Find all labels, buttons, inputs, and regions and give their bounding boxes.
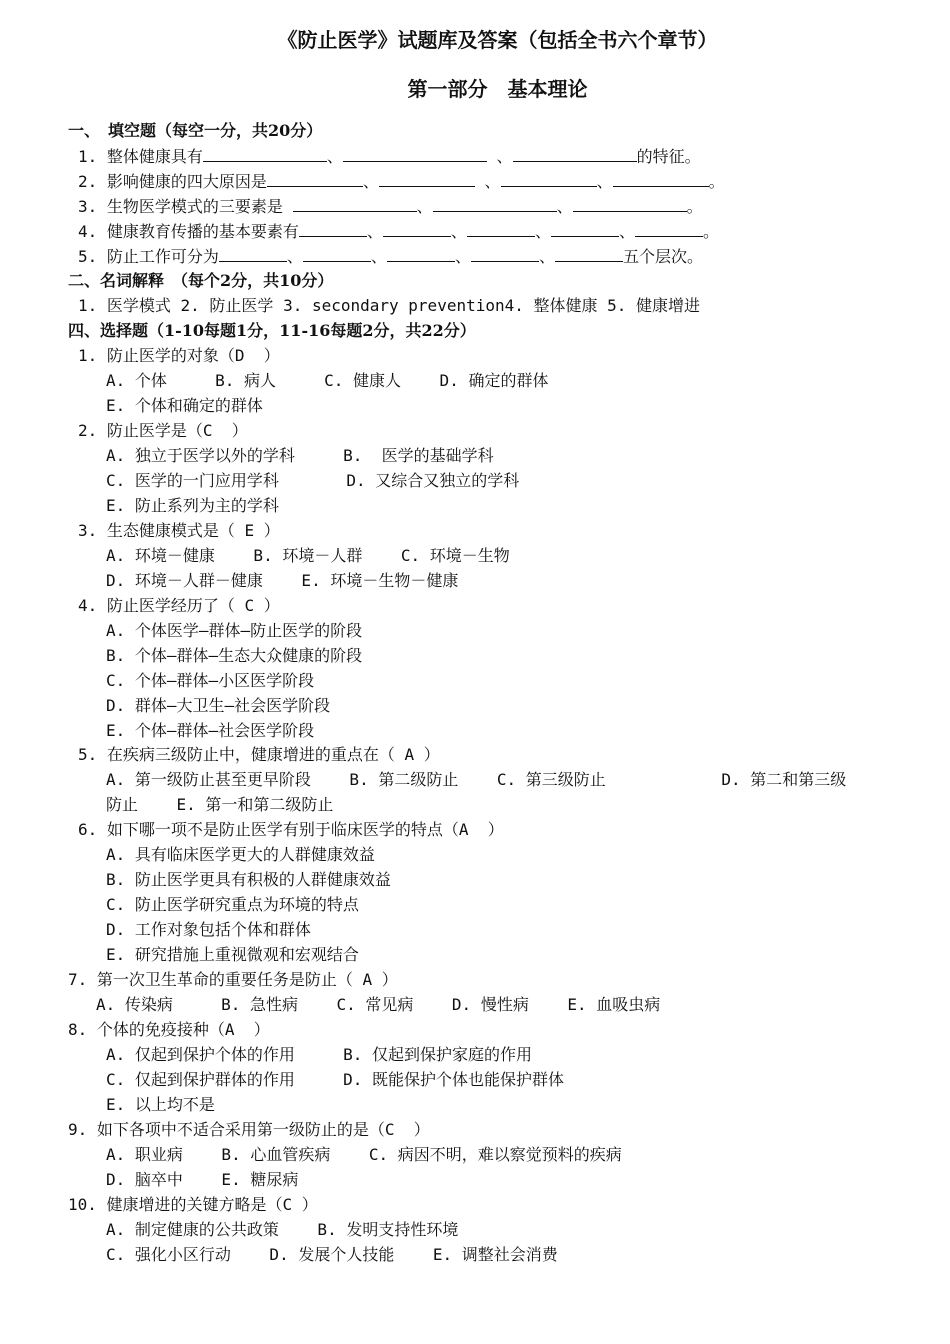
question-5: 5. 在疾病三级防止中，健康增进的重点在（ A ） [78, 745, 440, 764]
question-8-options: C. 仅起到保护群体的作用 D. 既能保护个体也能保护群体 [106, 1070, 564, 1089]
question-4-options: B. 个体—群体—生态大众健康的阶段 [106, 646, 363, 665]
terms-line: 1. 医学模式 2. 防止医学 3. secondary prevention4. 整体健康 5. 健康增进 [78, 296, 701, 315]
question-6-options: B. 防止医学更具有积极的人群健康效益 [106, 870, 391, 889]
question-3-options: A. 环境－健康 B. 环境－人群 C. 环境－生物 [106, 546, 510, 565]
question-9: 9. 如下各项中不适合采用第一级防止的是（C ） [68, 1120, 430, 1139]
question-6-options: D. 工作对象包括个体和群体 [106, 920, 311, 939]
question-2: 2. 防止医学是（C ） [78, 421, 248, 440]
question-6-options: C. 防止医学研究重点为环境的特点 [106, 895, 359, 914]
question-6: 6. 如下哪一项不是防止医学有别于临床医学的特点（A ） [78, 820, 504, 839]
question-5-options: A. 第一级防止甚至更早阶段 B. 第二级防止 C. 第三级防止 D. 第二和第三级 [106, 770, 847, 789]
section-choice-heading: 四、选择题（1-10每题1分，11-16每题2分，共22分） [68, 321, 476, 340]
question-3: 3. 生态健康模式是（ E ） [78, 521, 280, 540]
question-4: 4. 防止医学经历了（ C ） [78, 596, 280, 615]
question-6-options: A. 具有临床医学更大的人群健康效益 [106, 845, 375, 864]
section-terms-heading: 二、名词解释 （每个2分，共10分） [68, 271, 334, 290]
question-8-options: A. 仅起到保护个体的作用 B. 仅起到保护家庭的作用 [106, 1045, 532, 1064]
question-2-options: C. 医学的一门应用学科 D. 又综合又独立的学科 [106, 471, 520, 490]
question-7: 7. 第一次卫生革命的重要任务是防止（ A ） [68, 970, 398, 989]
question-8-options: E. 以上均不是 [106, 1095, 215, 1114]
question-10-options: C. 强化小区行动 D. 发展个人技能 E. 调整社会消费 [106, 1245, 558, 1264]
fill-blank-question-5: 5. 防止工作可分为 、 、 、 、 五个层次。 [78, 247, 703, 266]
question-9-options: D. 脑卒中 E. 糖尿病 [106, 1170, 299, 1189]
question-10-options: A. 制定健康的公共政策 B. 发明支持性环境 [106, 1220, 459, 1239]
section-fill-blank-heading: 一、 填空题（每空一分，共20分） [68, 121, 323, 140]
question-1-options: E. 个体和确定的群体 [106, 396, 263, 415]
question-9-options: A. 职业病 B. 心血管疾病 C. 病因不明，难以察觉预料的疾病 [106, 1145, 622, 1164]
question-4-options: C. 个体—群体—小区医学阶段 [106, 671, 315, 690]
question-8: 8. 个体的免疫接种（A ） [68, 1020, 270, 1039]
question-4-options: A. 个体医学—群体—防止医学的阶段 [106, 621, 363, 640]
fill-blank-question-4: 4. 健康教育传播的基本要素有 、 、 、 、 。 [78, 222, 719, 241]
question-10: 10. 健康增进的关键方略是（C ） [68, 1195, 318, 1214]
question-4-options: E. 个体—群体—社会医学阶段 [106, 721, 315, 740]
question-2-options: E. 防止系列为主的学科 [106, 496, 279, 515]
fill-blank-question-2: 2. 影响健康的四大原因是 、 、 、 。 [78, 172, 725, 191]
question-2-options: A. 独立于医学以外的学科 B. 医学的基础学科 [106, 446, 494, 465]
fill-blank-question-3: 3. 生物医学模式的三要素是 、 、 。 [78, 197, 703, 216]
part-heading: 第一部分 基本理论 [407, 77, 588, 101]
question-1: 1. 防止医学的对象（D ） [78, 346, 280, 365]
question-1-options: A. 个体 B. 病人 C. 健康人 D. 确定的群体 [106, 371, 549, 390]
fill-blank-question-1: 1. 整体健康具有 、 、 的特征。 [78, 147, 701, 166]
question-5-options: 防止 E. 第一和第二级防止 [106, 795, 334, 814]
question-3-options: D. 环境－人群－健康 E. 环境－生物－健康 [106, 571, 459, 590]
question-6-options: E. 研究措施上重视微观和宏观结合 [106, 945, 359, 964]
question-7-options: A. 传染病 B. 急性病 C. 常见病 D. 慢性病 E. 血吸虫病 [96, 995, 661, 1014]
question-4-options: D. 群体—大卫生—社会医学阶段 [106, 696, 331, 715]
document-title: 《防止医学》试题库及答案（包括全书六个章节） [277, 28, 718, 52]
